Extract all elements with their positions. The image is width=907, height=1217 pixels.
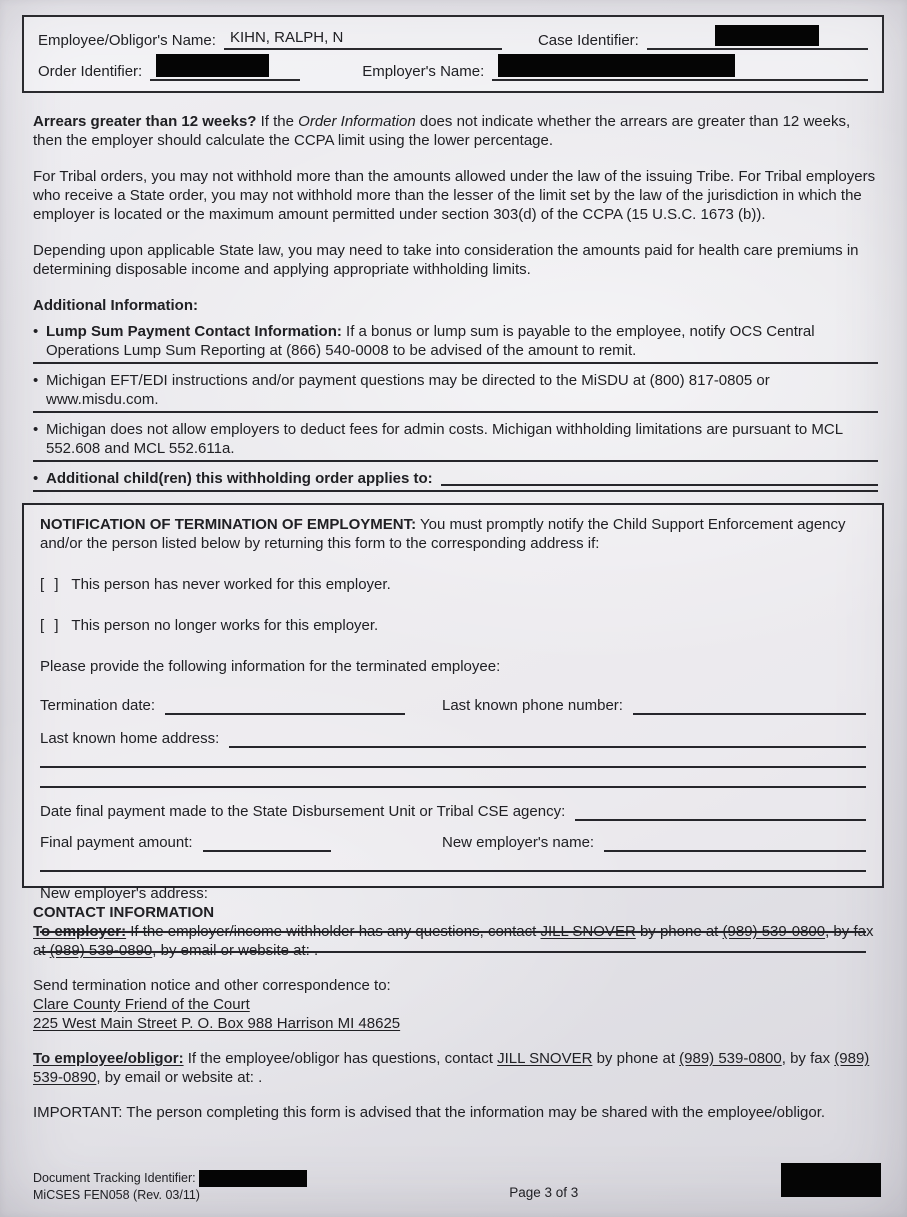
new-employer-name-label: New employer's name: — [442, 834, 595, 851]
row-final-amount-new-employer — [40, 833, 866, 852]
bullet-icon: • — [33, 470, 39, 487]
employer-name-label: Employer's Name: — [362, 63, 485, 80]
additional-info-bullets — [33, 319, 878, 492]
send-notice-block — [33, 976, 878, 1033]
order-identifier-redaction — [156, 54, 269, 77]
tracking-identifier-label: Document Tracking Identifier: — [33, 1170, 196, 1185]
contact-heading: CONTACT INFORMATION — [33, 904, 215, 921]
last-phone-label: Last known phone number: — [442, 697, 623, 714]
final-payment-date-label: Date final payment made to the State Disbursement Unit or Tribal CSE agency: — [40, 803, 566, 820]
send-notice-line: Send termination notice and other correspondence to: — [33, 977, 391, 994]
to-employer-t1: If the employer/income withholder has any questions, contact — [126, 923, 541, 940]
row-new-employer-address — [40, 884, 866, 903]
to-employer-t4: , by email or website at: . — [152, 942, 319, 959]
form-number: MiCSES FEN058 (Rev. 03/11) — [33, 1188, 200, 1202]
bullet-eft-edi — [33, 368, 878, 413]
arrears-lead: Arrears greater than 12 weeks? — [33, 113, 257, 130]
additional-children-field[interactable] — [441, 472, 878, 486]
employee-name-field[interactable] — [224, 28, 502, 50]
to-obligor-t1: If the employee/obligor has questions, contact — [183, 1050, 498, 1067]
page-footer — [33, 1163, 881, 1203]
bullet-additional-children-text: Additional child(ren) this withholding order applies to: — [46, 470, 433, 487]
checkbox-row-never-worked — [40, 575, 866, 594]
employer-name-redaction — [498, 54, 735, 77]
to-employer-phone: (989) 539-0800 — [722, 923, 826, 940]
row-termination-date-phone — [40, 696, 866, 715]
provide-info-line: Please provide the following information for the terminated employee: — [40, 658, 501, 675]
tribal-paragraph: For Tribal orders, you may not withhold more than the amounts allowed under the law of the issuing Tribe. For Tribal employers who receive a State order, you may not withhold more than the lesser of the limit set by the law of the jurisdiction in which the employer is located or the maximum amount permitted under section 303(d) of the CCPA (15 U.S.C. 1673 (b)). — [33, 168, 876, 223]
row-final-payment-date — [40, 802, 866, 821]
home-address-field-line2[interactable] — [40, 748, 866, 768]
bullet-admin-fees — [33, 417, 878, 462]
bullet-icon: • — [33, 372, 39, 389]
new-employer-name-group — [442, 833, 866, 852]
page-number: Page 3 of 3 — [509, 1185, 579, 1200]
case-identifier-redaction — [715, 25, 819, 46]
to-employer-fax: (989) 539-0890 — [49, 942, 153, 959]
arrears-paragraph — [33, 112, 878, 150]
tracking-identifier-redaction — [199, 1170, 307, 1187]
order-identifier-label: Order Identifier: — [38, 63, 143, 80]
home-address-label: Last known home address: — [40, 730, 220, 747]
termination-heading-lead: NOTIFICATION OF TERMINATION OF EMPLOYMENT: — [40, 516, 417, 533]
body-text — [33, 112, 878, 496]
checkbox-row-no-longer-works — [40, 616, 866, 635]
new-employer-name-field-line2[interactable] — [40, 852, 866, 872]
important-notice: IMPORTANT: The person completing this form is advised that the information may be shared with the employee/obligor. — [33, 1104, 826, 1121]
to-obligor-t4: , by email or website at: . — [96, 1069, 263, 1086]
header-row-1 — [38, 25, 868, 50]
to-employer-paragraph — [33, 922, 878, 960]
arrears-t1: If the — [256, 113, 299, 130]
row-home-address — [40, 729, 866, 748]
order-identifier-field[interactable] — [150, 54, 300, 81]
header-row-2 — [38, 54, 868, 81]
tracking-identifier-row — [33, 1170, 307, 1187]
termination-date-label: Termination date: — [40, 697, 156, 714]
to-obligor-t3: , by fax — [781, 1050, 835, 1067]
termination-date-field[interactable] — [165, 698, 405, 715]
to-employer-t2: by phone at — [635, 923, 723, 940]
footer-left — [33, 1170, 307, 1203]
bullet-icon: • — [33, 323, 39, 340]
bullet-eft-edi-text: Michigan EFT/EDI instructions and/or payment questions may be directed to the MiSDU at (800) 817-0805 or www.misdu.com. — [46, 372, 770, 408]
termination-date-group — [40, 696, 442, 715]
bullet-lump-sum — [33, 319, 878, 364]
final-payment-date-field[interactable] — [575, 804, 866, 821]
to-employer-lead: To employer: — [33, 923, 127, 940]
last-phone-field[interactable] — [633, 698, 866, 715]
to-obligor-contact-name: JILL SNOVER — [497, 1050, 593, 1067]
employer-name-field[interactable] — [492, 54, 868, 81]
contact-information-section — [33, 903, 878, 1138]
order-information-italic: Order Information — [298, 113, 416, 130]
home-address-field-line3[interactable] — [40, 768, 866, 788]
final-amount-group — [40, 833, 442, 852]
case-identifier-label: Case Identifier: — [537, 32, 639, 49]
bullet-additional-children — [33, 466, 878, 492]
bullet-icon: • — [33, 421, 39, 438]
case-identifier-field[interactable] — [647, 25, 868, 50]
court-name: Clare County Friend of the Court — [33, 996, 250, 1013]
no-longer-works-label: This person no longer works for this employer. — [71, 617, 379, 634]
termination-notification-box — [22, 503, 884, 902]
footer-right — [781, 1163, 881, 1203]
to-obligor-fax: (989) 539-0890 — [33, 1050, 870, 1086]
home-address-field[interactable] — [229, 731, 866, 748]
termination-heading — [40, 515, 866, 553]
final-payment-amount-field[interactable] — [203, 835, 331, 852]
to-employer-contact-name: JILL SNOVER — [540, 923, 636, 940]
to-obligor-t2: by phone at — [592, 1050, 680, 1067]
employee-name-label: Employee/Obligor's Name: — [38, 32, 216, 49]
to-obligor-paragraph — [33, 1049, 878, 1087]
footer-right-redaction — [781, 1163, 881, 1197]
never-worked-checkbox[interactable]: [ ] — [40, 576, 62, 593]
header-identification-box — [22, 15, 884, 93]
court-address: 225 West Main Street P. O. Box 988 Harrison MI 48625 — [33, 1015, 401, 1032]
never-worked-label: This person has never worked for this employer. — [71, 576, 391, 593]
to-obligor-lead: To employee/obligor: — [33, 1050, 184, 1067]
bullet-lump-sum-text: If a bonus or lump sum is payable to the employee, notify OCS Central Operations Lump Sum Reporting at (866) 540-0008 to be advised of the amount to remit. — [46, 323, 815, 359]
to-obligor-phone: (989) 539-0800 — [679, 1050, 782, 1067]
bullet-admin-fees-text: Michigan does not allow employers to deduct fees for admin costs. Michigan withholding limitations are pursuant to MCL 552.608 and MCL 552.611a. — [46, 421, 843, 457]
bullet-lump-sum-lead: Lump Sum Payment Contact Information: — [46, 323, 342, 340]
additional-info-heading: Additional Information: — [33, 297, 198, 314]
to-employer-t3: , by fax at — [33, 923, 874, 959]
employee-name-value: KIHN, RALPH, N — [229, 29, 344, 46]
state-law-paragraph: Depending upon applicable State law, you may need to take into consideration the amounts paid for health care premiums in determining disposable income and applying appropriate withholding limits. — [33, 242, 859, 278]
no-longer-works-checkbox[interactable]: [ ] — [40, 617, 62, 634]
arrears-t2: does not indicate whether the arrears are greater than 12 weeks, then the employer should calculate the CCPA limit using the lower percentage. — [33, 113, 851, 149]
termination-heading-rest: You must promptly notify the Child Support Enforcement agency and/or the person listed below by returning this form to the corresponding address if: — [40, 516, 846, 552]
new-employer-address-label: New employer's address: — [40, 885, 208, 902]
new-employer-name-field[interactable] — [604, 835, 866, 852]
final-payment-amount-label: Final payment amount: — [40, 834, 193, 851]
last-phone-group — [442, 696, 866, 715]
